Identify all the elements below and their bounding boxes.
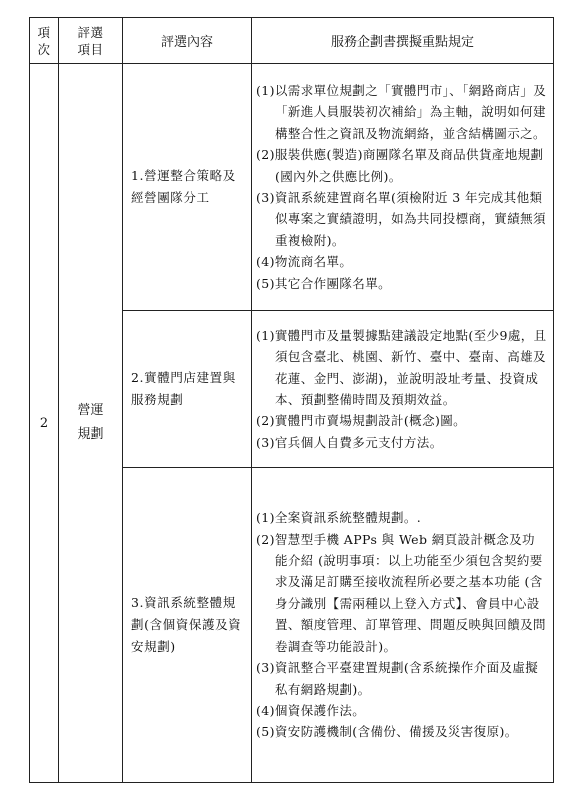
header-writing-rules: 服務企劃書撰擬重點規定 — [252, 18, 554, 64]
section-rules — [252, 468, 554, 783]
rule-item: (1)以需求單位規劃之「實體門市」、「網路商店」及「新進人員服裝初次補給」為主軸，說明如何建構整合性之資訊及物流網絡，並含結構圖示之。 — [256, 82, 547, 141]
rule-item: (2)實體門市賣場規劃設計(概念)圖。 — [256, 413, 467, 429]
header-row — [30, 18, 554, 64]
rule-item: (5)其它合作團隊名單。 — [256, 275, 392, 291]
category-text: 營運規劃 — [77, 403, 104, 442]
rule-item: (1)實體門市及量製據點建議設定地點(至少9處，且須包含臺北、桃園、新竹、臺中、臺南、高雄及花蓮、金門、澎湖)，並說明設址考量、投資成本、預劃整備時間及預期效益。 — [256, 327, 547, 407]
rule-item: (4)個資保護作法。 — [256, 702, 366, 718]
rule-item: (2)服裝供應(製造)商團隊名單及商品供貨產地規劃(國內外之供應比例)。 — [256, 147, 544, 184]
section-row — [30, 64, 554, 311]
rule-item: (3)資訊系統建置商名單(須檢附近 3 年完成其他類似專案之實績證明，如為共同投標商，實績無須重複檢附)。 — [256, 190, 546, 248]
section-rules — [252, 64, 554, 311]
header-item-number: 項次 — [30, 18, 59, 64]
rule-item: (1)全案資訊系統整體規劃。. — [256, 510, 422, 526]
row-number: 2 — [30, 64, 59, 783]
section-label: 2.實體門店建置與服務規劃 — [123, 311, 252, 468]
rule-item: (3)資訊整合平臺建置規劃(含系統操作介面及虛擬私有網路規劃)。 — [256, 660, 539, 697]
header-evaluation-item: 評選項目 — [59, 18, 123, 64]
section-label: 3.資訊系統整體規劃(含個資保護及資安規劃) — [123, 468, 252, 783]
rule-item: (3)官兵個人自費多元支付方法。 — [256, 434, 443, 450]
category-label — [59, 64, 123, 783]
header-evaluation-content: 評選內容 — [123, 18, 252, 64]
rule-item: (5)資安防護機制(含備份、備援及災害復原)。 — [256, 724, 518, 740]
evaluation-table — [29, 17, 554, 783]
rule-item: (4)物流商名單。 — [256, 254, 353, 270]
rule-item: (2)智慧型手機 APPs 與 Web 網頁設計概念及功能介紹 (說明事項：以上功能至少須包含契約要求及滿足訂購至接收流程所必要之基本功能 (含身分識別【需兩種以上登入方式】、會員中心設置、額度管理、訂單管理、問題反映與回饋及問卷調查等功能設計)。 — [256, 531, 546, 654]
section-rules — [252, 311, 554, 468]
section-label: 1.營運整合策略及經營團隊分工 — [123, 64, 252, 311]
